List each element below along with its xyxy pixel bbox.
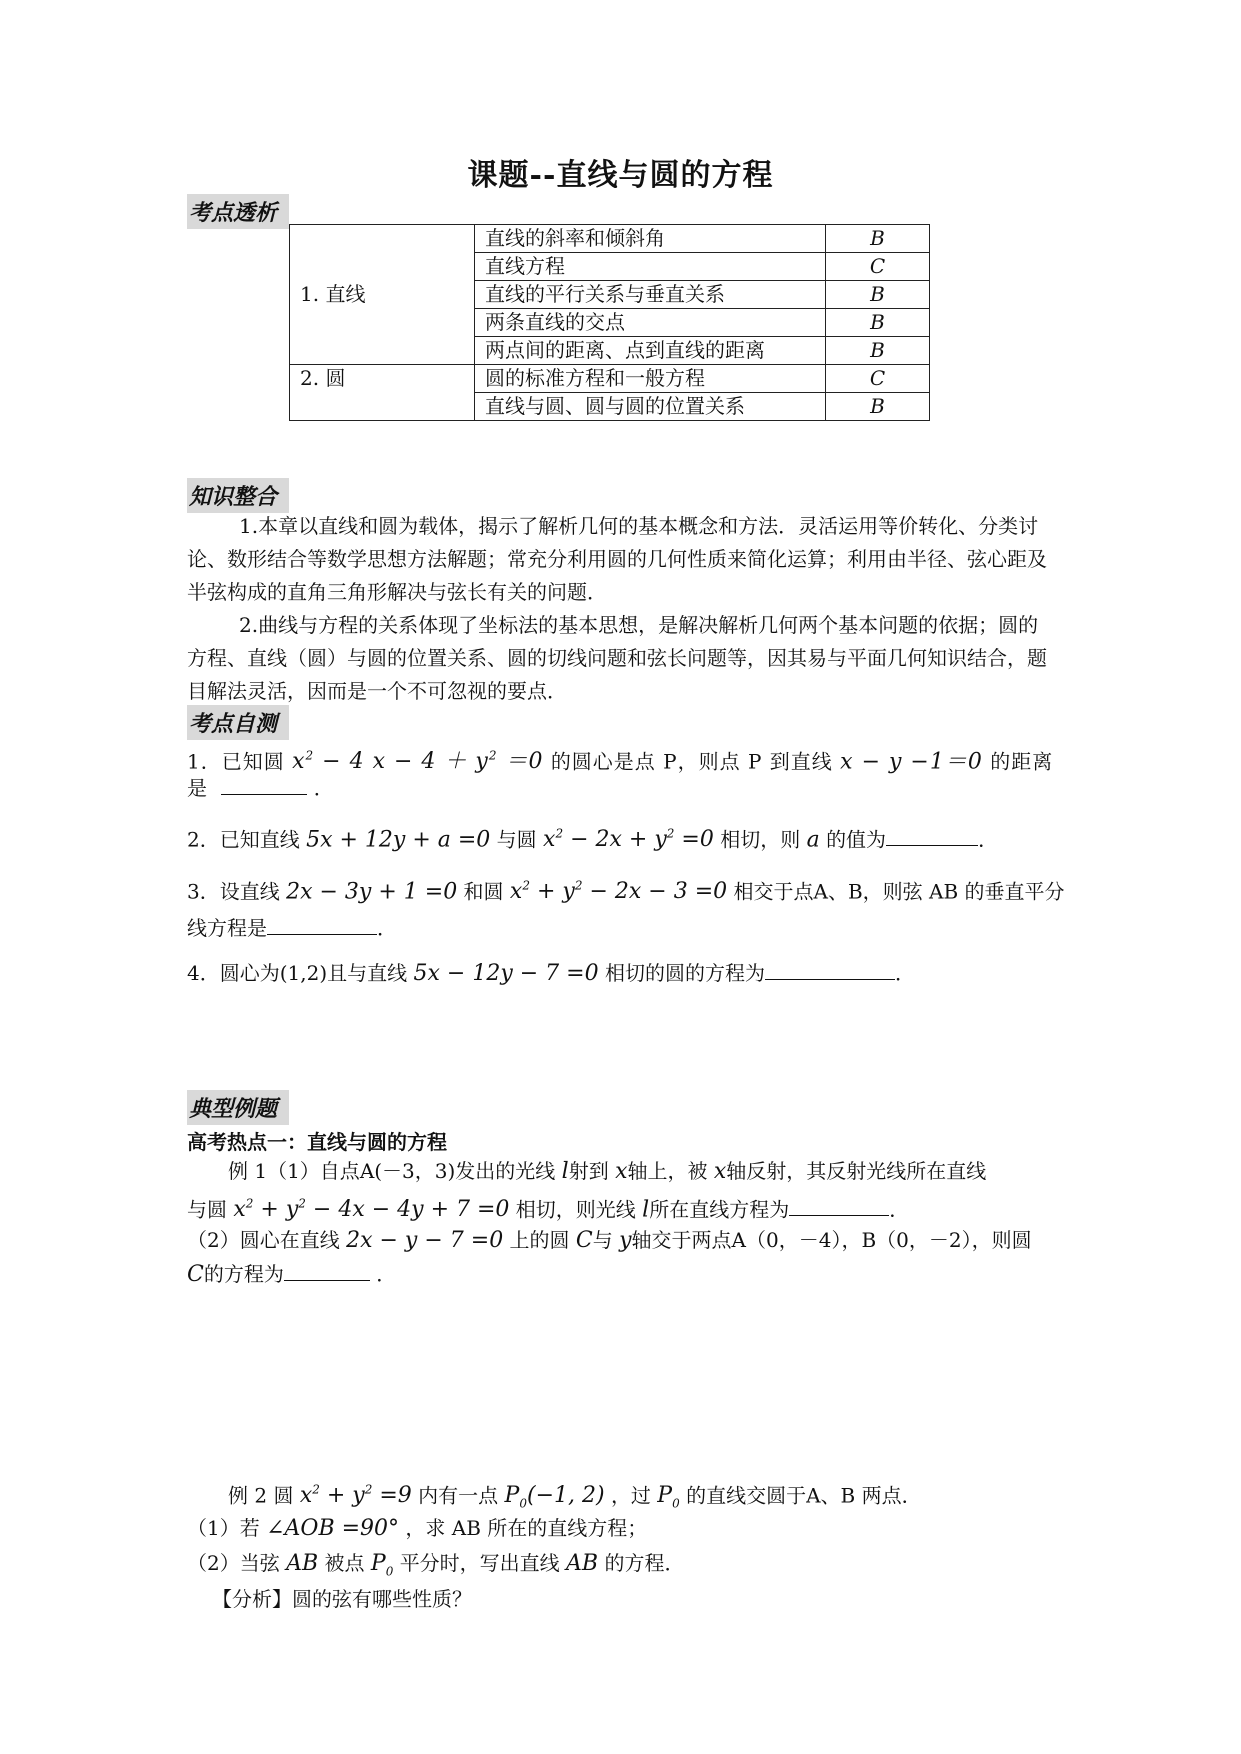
level-cell: C: [826, 365, 930, 393]
formula: $P_0(-1$, 2): [504, 1483, 605, 1511]
answer-blank[interactable]: [789, 1195, 889, 1216]
example-1-part-2-cont: C的方程为 ．: [187, 1262, 397, 1287]
section-kaodian-toushi: 考点透析: [187, 194, 289, 229]
formula: $x^2 + y^2 - 4x - 4y + 7 =0$: [233, 1197, 510, 1223]
example-1-line-2: 与圆 $x^2 + y^2 - 4x - 4y + 7 =0$ 相切，则光线 l所在直线方程为 ．: [187, 1197, 910, 1223]
level-cell: B: [826, 225, 930, 253]
formula: $x^2 + y^2 - 2x - 3 =0$: [509, 879, 728, 905]
formula: x − y −1＝0: [840, 749, 983, 775]
level-cell: B: [826, 309, 930, 337]
example-1-part-2: （2）圆心在直线 2x − y − 7 =0 上的圆 C与 y轴交于两点A（0，－4），B（0，－2），则圆: [187, 1228, 1032, 1253]
knowledge-text-1: 1.本章以直线和圆为载体，揭示了解析几何的基本概念和方法．灵活运用等价转化、分类讨论、数形结合等数学思想方法解题；常充分利用圆的几何性质来简化运算；利用由半径、弦心距及半弦构成的直角三角形解决与弦长有关的问题．: [187, 514, 1047, 604]
formula: 2x − 3y + 1 =0: [286, 879, 458, 905]
knowledge-paragraph-1: [187, 510, 1057, 609]
topic-cell: 直线与圆、圆与圆的位置关系: [475, 393, 826, 421]
level-cell: B: [826, 281, 930, 309]
answer-blank[interactable]: [221, 774, 307, 795]
formula: 5x + 12y + a =0: [306, 827, 491, 853]
level-cell: B: [826, 393, 930, 421]
hot-topic-heading: 高考热点一：直线与圆的方程: [187, 1130, 447, 1154]
formula: 2x − y − 7 =0: [346, 1228, 504, 1253]
question-2: 2．已知直线 5x + 12y + a =0 与圆 $x^2 - 2x + y^2 =0$ 相切，则 a 的值为 ．: [187, 827, 999, 853]
formula: $x^2 - 4$ $x - 4 + y^2 =0$: [292, 749, 544, 775]
topic-cell: 直线的斜率和倾斜角: [475, 225, 826, 253]
formula: ∠AOB =90°: [266, 1516, 400, 1541]
page-title: 课题--直线与圆的方程: [467, 158, 774, 193]
section-zhishi-zhenghe: 知识整合: [187, 478, 289, 513]
example-2-q1: （1）若 ∠AOB =90° ，求 AB 所在的直线方程；: [187, 1516, 648, 1541]
topic-cell: 直线的平行关系与垂直关系: [475, 281, 826, 309]
question-3: 3．设直线 2x − 3y + 1 =0 和圆 $x^2 + y^2 - 2x - 3 =0$ 相交于点A、B，则弦 AB 的垂直平分: [187, 879, 1065, 905]
example-2-line-1: 例 2 圆 $x^2 + y^2 =9$ 内有一点 $P_0(-1$, 2) ，过 $P_0$ 的直线交圆于A、B 两点．: [228, 1483, 922, 1511]
analysis-line: 【分析】圆的弦有哪些性质？: [212, 1587, 472, 1611]
knowledge-paragraph-2: [187, 609, 1057, 708]
answer-blank[interactable]: [886, 825, 978, 846]
answer-blank[interactable]: [284, 1260, 370, 1281]
answer-blank[interactable]: [765, 959, 895, 980]
question-3-cont: 线方程是 ．: [187, 916, 397, 940]
group-label: 2. 圆: [290, 365, 475, 421]
example-1-line-1: 例 1（1）自点A(－3，3)发出的光线 l射到 x轴上，被 x轴反射，其反射光线所在直线: [228, 1159, 987, 1184]
section-dianxing-liti: 典型例题: [187, 1090, 289, 1125]
section-kaodian-zice: 考点自测: [187, 705, 289, 740]
topic-cell: 两条直线的交点: [475, 309, 826, 337]
question-4: 4．圆心为(1,2)且与直线 5x − 12y − 7 =0 相切的圆的方程为 ．: [187, 961, 915, 986]
table-row: [290, 365, 930, 393]
answer-blank[interactable]: [267, 914, 377, 935]
question-1-cont: 是 ．: [187, 776, 334, 800]
knowledge-text-2: 2.曲线与方程的关系体现了坐标法的基本思想，是解决解析几何两个基本问题的依据；圆的方程、直线（圆）与圆的位置关系、圆的切线问题和弦长问题等，因其易与平面几何知识结合，题目解法灵活，因而是一个不可忽视的要点．: [187, 613, 1047, 703]
topic-cell: 圆的标准方程和一般方程: [475, 365, 826, 393]
example-2-q2: （2）当弦 AB 被点 $P_0$ 平分时，写出直线 AB 的方程．: [187, 1551, 685, 1579]
question-1: 1．已知圆 $x^2 - 4$ $x - 4 + y^2 =0$ 的圆心是点 P，则点 P 到直线 x − y −1＝0 的距离: [187, 749, 1054, 775]
formula: 5x − 12y − 7 =0: [413, 961, 599, 986]
topic-cell: 两点间的距离、点到直线的距离: [475, 337, 826, 365]
table-row: [290, 225, 930, 253]
formula: $x^2 - 2x + y^2 =0$: [543, 827, 714, 853]
level-cell: B: [826, 337, 930, 365]
group-label: 1. 直线: [290, 225, 475, 365]
level-cell: C: [826, 253, 930, 281]
exam-points-table: [289, 224, 930, 421]
formula: $x^2 + y^2 =9$: [299, 1483, 412, 1509]
topic-cell: 直线方程: [475, 253, 826, 281]
